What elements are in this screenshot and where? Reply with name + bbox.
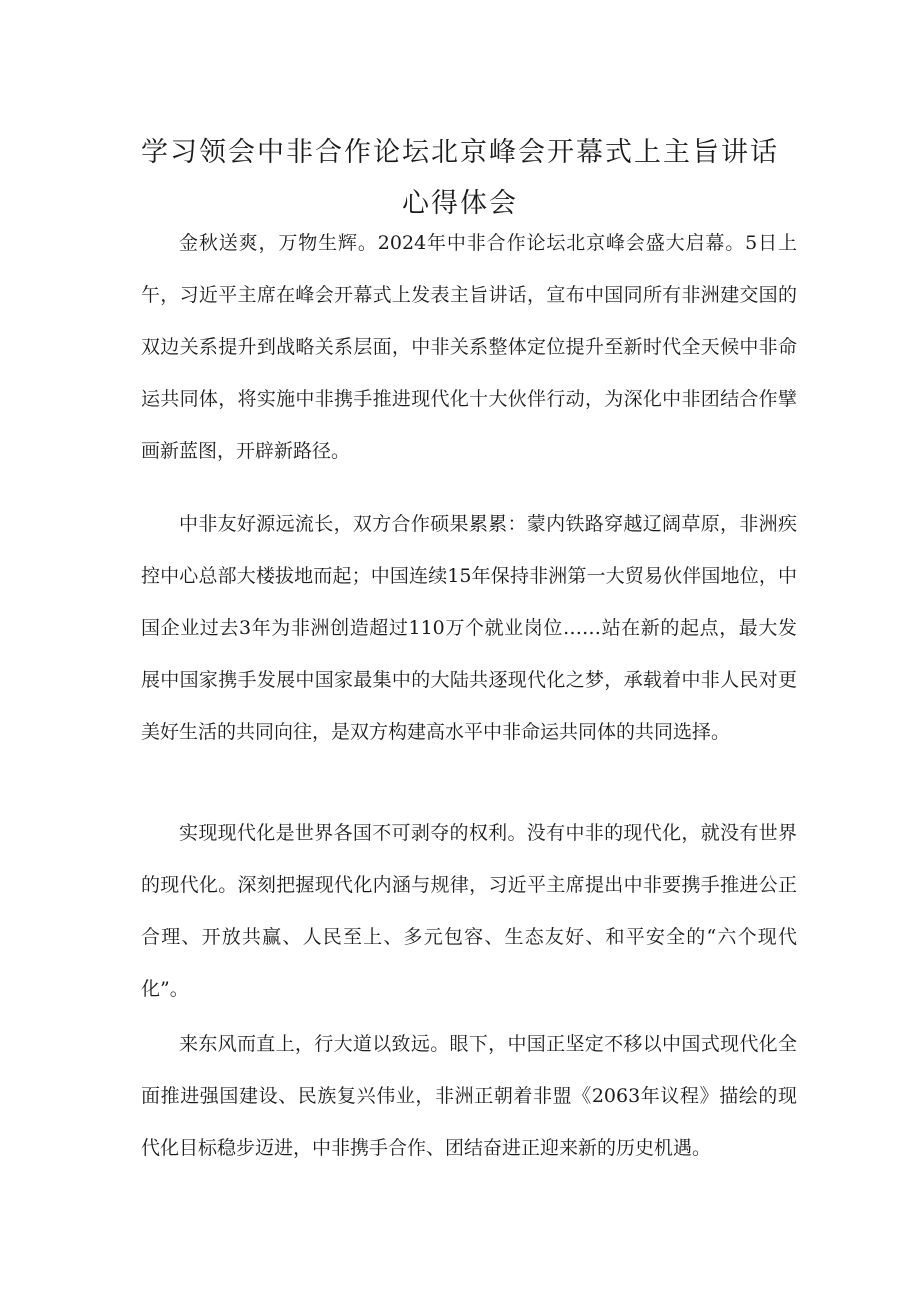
paragraph-2: 中非友好源远流长，双方合作硕果累累：蒙内铁路穿越辽阔草原，非洲疾控中心总部大楼拔地而起；中国连续15年保持非洲第一大贸易伙伴国地位，中国企业过去3年为非洲创造超过110万个就业岗位……站在新的起点，最大发展中国家携手发展中国家最集中的大陆共逐现代化之梦，承载着中非人民对更美好生活的共同向往，是双方构建高水平中非命运共同体的共同选择。 xyxy=(141,513,797,743)
paragraph-3: 实现现代化是世界各国不可剥夺的权利。没有中非的现代化，就没有世界的现代化。深刻把握现代化内涵与规律，习近平主席提出中非要携手推进公正合理、开放共赢、人民至上、多元包容、生态友好、和平安全的“六个现代化”。 xyxy=(141,822,797,1000)
title-line-1: 学习领会中非合作论坛北京峰会开幕式上主旨讲话 xyxy=(141,137,779,168)
document-title xyxy=(120,127,800,229)
title-line-2: 心得体会 xyxy=(402,188,518,219)
paragraph-1: 金秋送爽，万物生辉。2024年中非合作论坛北京峰会盛大启幕。5日上午，习近平主席在峰会开幕式上发表主旨讲话，宣布中国同所有非洲建交国的双边关系提升到战略关系层面，中非关系整体定位提升至新时代全天候中非命运共同体，将实施中非携手推进现代化十大伙伴行动，为深化中非团结合作擘画新蓝图，开辟新路径。 xyxy=(141,232,797,462)
paragraph-4: 来东风而直上，行大道以致远。眼下，中国正坚定不移以中国式现代化全面推进强国建设、民族复兴伟业，非洲正朝着非盟《2063年议程》描绘的现代化目标稳步迈进，中非携手合作、团结奋进正迎来新的历史机遇。 xyxy=(141,1033,797,1159)
